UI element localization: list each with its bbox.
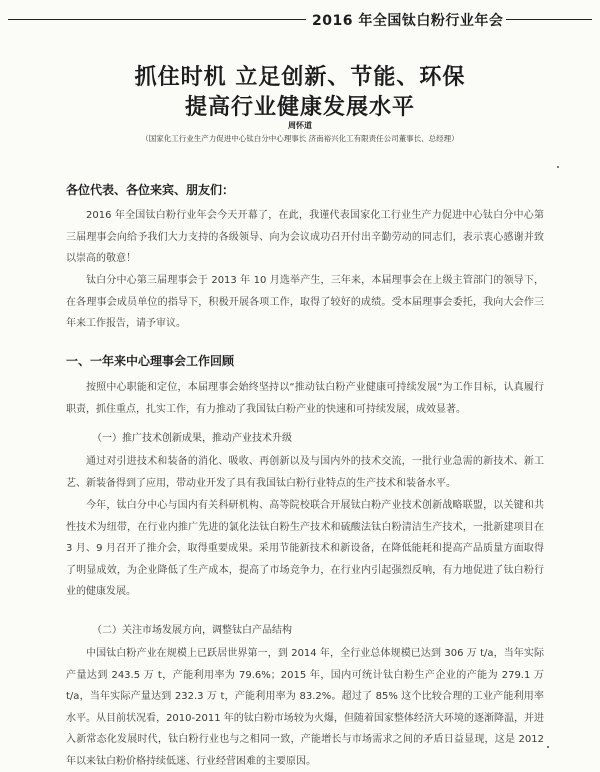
scan-speck [557, 166, 559, 168]
body-paragraph: 中国钛白粉产业在规模上已跃居世界第一，到 2014 年，全行业总体规模已达到 306 万 t/a，当年实际产量达到 243.5 万 t，产能利用率为 79.6%；2015 年，国内可统计钛白粉生产企业的产能为 279.1 万 t/a，当年实际产量达到 232.3 万 t，产能利用率为 83.2%。超过了 85% 这个比较合理的工业产能利用率水平。从目前状况看，2010-2011 年的钛白粉市场较为火爆，但随着国家整体经济大环境的逐渐降温，并进入新常态化发展时代，钛白粉行业也与之相同一致，产能增长与市场需求之间的矛盾日益显现，这是 2012 年以来钛白粉价格持续低迷、行业经营困难的主要原因。 [66, 648, 544, 767]
author-name: 周怀道 [288, 121, 312, 130]
body-paragraph: 按照中心职能和定位，本届理事会始终坚持以“推动钛白粉产业健康可持续发展”为工作目标，认真履行职责，抓住重点，扎实工作，有力推动了我国钛白粉产业的快速和可持续发展，成效显著。 [66, 382, 544, 415]
header-rule-right [506, 19, 592, 20]
scan-speck [547, 746, 549, 748]
greeting: 各位代表、各位来宾、朋友们： [66, 183, 235, 197]
subsection-heading: （二）关注市场发展方向，调整钛白产品结构 [92, 625, 292, 636]
header-rule-left [8, 19, 306, 20]
article-title-line-2: 提高行业健康发展水平 [184, 95, 415, 120]
header-text: 2016 年全国钛白粉行业年会 [312, 13, 504, 29]
body-paragraph: 钛白分中心第三届理事会于 2013 年 10 月选举产生，三年来，本届理事会在上级主管部门的领导下，在各理事会成员单位的指导下，积极开展各项工作，取得了较好的成绩。受本届理事会委托，我向大会作三年来工作报告，请予审议。 [66, 275, 544, 329]
body-paragraph: 今年，钛白分中心与国内有关科研机构、高等院校联合开展钛白粉产业技术创新战略联盟，以关键和共性技术为纽带，在行业内推广先进的氯化法钛白粉生产技术和硫酸法钛白粉清洁生产技术，一批新建项目在 3 月、9 月召开了推介会，取得重要成果。采用节能新技术和新设备，在降低能耗和提高产品质量方面取得了明显成效，为企业降低了生产成本，提高了市场竞争力，在行业内引起强烈反响，有力地促进了钛白粉行业的健康发展。 [66, 500, 544, 597]
author-affiliation: （国家化工行业生产力促进中心钛白分中心理事长 济南裕兴化工有限责任公司董事长、总经理） [141, 134, 459, 143]
section-heading: 一、一年来中心理事会工作回顾 [66, 354, 235, 368]
article-title-line-1: 抓住时机 立足创新、节能、环保 [134, 65, 466, 90]
running-header [0, 10, 600, 28]
body-paragraph: 2016 年全国钛白粉行业年会今天开幕了，在此，我谨代表国家化工行业生产力促进中心钛白分中心第三届理事会向给予我们大力支持的各级领导、向为会议成功召开付出辛勤劳动的同志们，表示衷心感谢并致以崇高的敬意！ [66, 210, 544, 264]
body-paragraph: 通过对引进技术和装备的消化、吸收、再创新以及与国内外的技术交流，一批行业急需的新技术、新工艺、新装备得到了应用，带动业开发了具有我国钛白粉行业特点的生产技术和装备水平。 [66, 456, 544, 489]
subsection-heading: （一）推广技术创新成果，推动产业技术升级 [92, 433, 292, 444]
